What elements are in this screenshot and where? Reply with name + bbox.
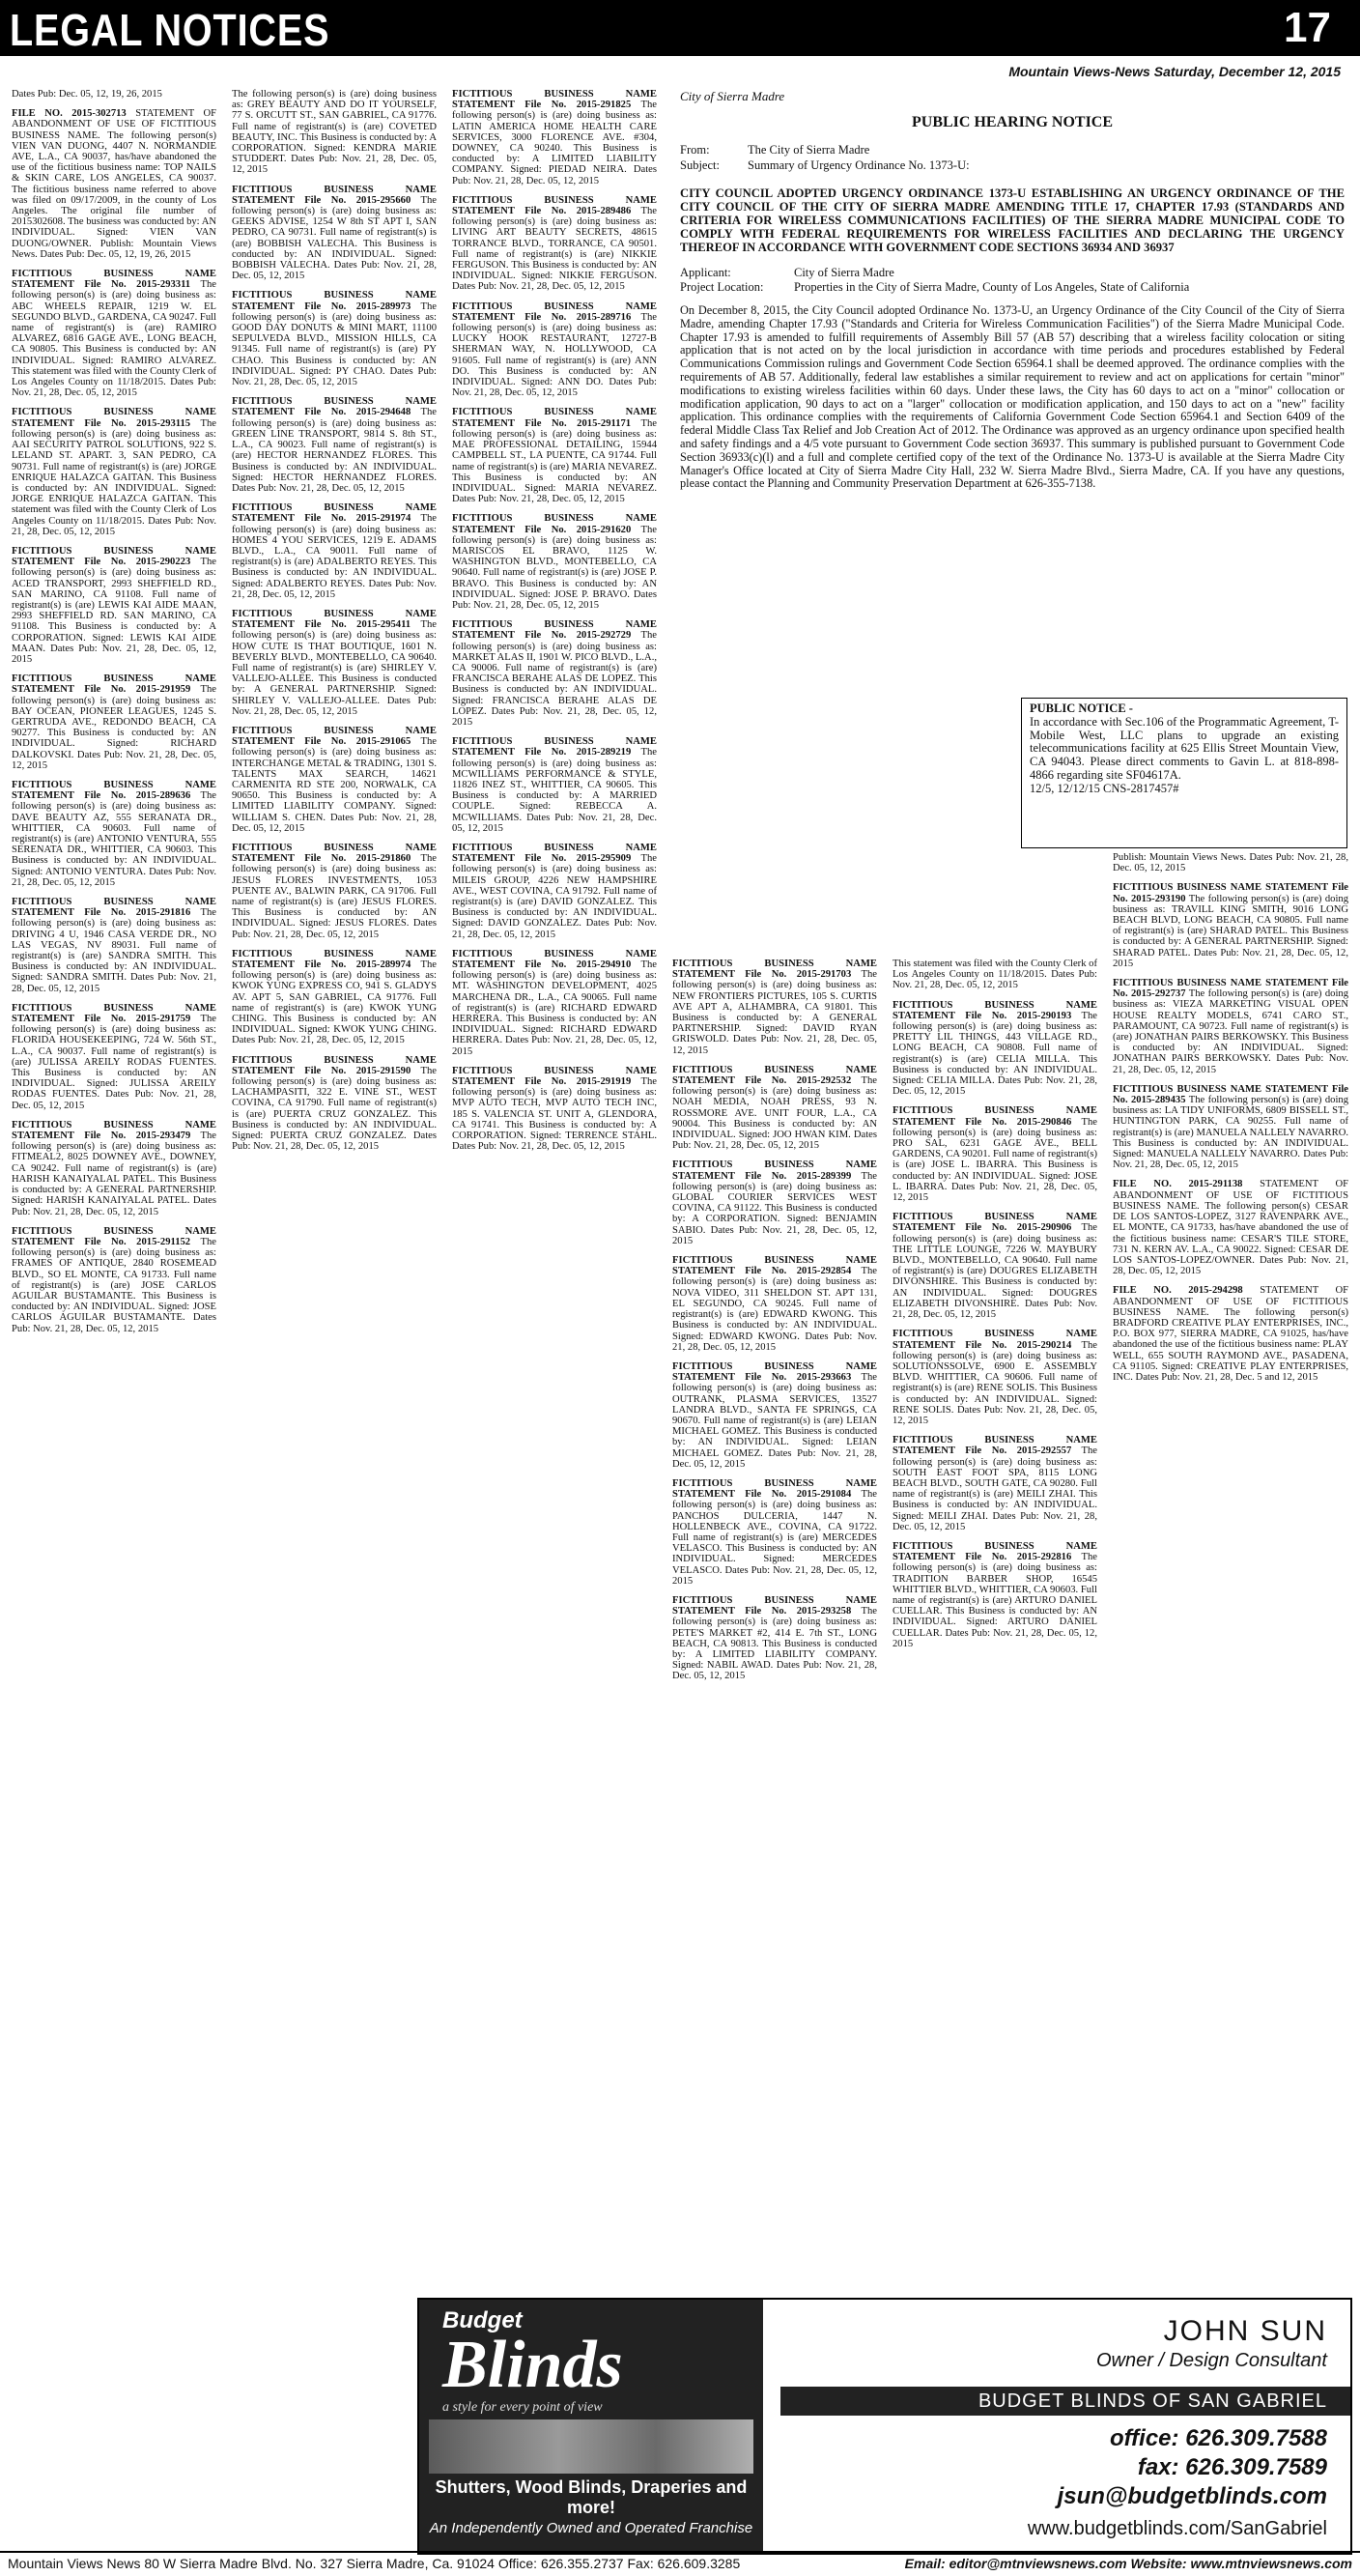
notice-body: The following person(s) is (are) doing business as: HOW CUTE IS THAT BOUTIQUE, 1601 N. BEVERLY BLVD., MONTEBELLO, CA 90640. Full name of registrant(s) is (are) SHIRLEY V. VALLEJO-ALLEE. This Business is conducted by: A GENERAL PARTNERSHIP. Signed: SHIRLEY V. VALLEJO-ALLEE. Dates Pub: Nov. 21, 28, Dec. 05, 12, 2015 [232,619,437,717]
notice-body: The following person(s) is (are) doing business as: NOVA VIDEO, 311 SHELDON ST. APT 131, EL SEGUNDO, CA 90245. Full name of registrant(s) is (are) EDWARD KWONG. This Business is conducted by: AN INDIVIDUAL. Signed: EDWARD KWONG. Dates Pub: Nov. 21, 28, Dec. 05, 12, 2015 [672,1266,877,1353]
legal-notice [672,1255,877,1353]
notice-body: The following person(s) is (are) doing business as: SOUTH EAST FOOT SPA, 8115 LONG BEACH BLVD., SOUTH GATE, CA 90280. Full name of registrant(s) is (are) MEILI ZHAI. This Business is conducted by: AN INDIVIDUAL. Signed: MEILI ZHAI. Dates Pub: Nov. 21, 28, Dec. 05, 12, 2015 [892,1445,1097,1532]
notice-column-4 [672,959,877,2292]
notice-body: The following person(s) is (are) doing business as: OUTRANK, PLASMA SERVICES, 13527 LANDRA BLVD., SANTA FE SPRINGS, CA 90670. Full name of registrant(s) is (are) LEIAN MICHAEL GOMEZ. This Business is conducted by: AN INDIVIDUAL. Signed: LEIAN MICHAEL GOMEZ. Dates Pub: Nov. 21, 28, Dec. 05, 12, 2015 [672,1372,877,1470]
budget-blinds-ad [417,2298,1352,2555]
legal-notice [12,780,216,888]
legal-notice [232,396,437,494]
notice-heading: FICTITIOUS BUSINESS NAME STATEMENT File No. 2015-291759 [12,1002,216,1025]
notice-heading: FICTITIOUS BUSINESS NAME STATEMENT File No. 2015-289486 [452,194,657,217]
notice-body: The following person(s) is (are) doing business as: VIEZA MARKETING VISUAL OPEN HOUSE REALTY MODELS, 6741 CARO ST., PARAMOUNT, CA 90723. Full name of registrant(s) is (are) JONATHAN PAIRS BERKOWSKY. This Business is conducted by: AN INDIVIDUAL. Signed: JONATHAN PAIRS BERKOWSKY. Dates Pub: Nov. 21, 28, Dec. 05, 12, 2015 [1113,988,1348,1075]
notice-body: Dates Pub: Dec. 05, 12, 19, 26, 2015 [12,89,162,100]
notice-body: The following person(s) is (are) doing business as: MARISCOS EL BRAVO, 1125 W. WASHINGTON BLVD., MONTEBELLO, CA 90640. Full name of registrant(s) is (are) JOSE P. BRAVO. This Business is conducted by: AN INDIVIDUAL. Signed: JOSE P. BRAVO. Dates Pub: Nov. 21, 28, Dec. 05, 12, 2015 [452,524,657,611]
notice-body: The following person(s) is (are) doing business as: LA TIDY UNIFORMS, 6809 BISSELL ST., HUNTINGTON PARK, CA 90255. Full name of registrant(s) is (are) MANUELA NALLELY NAVARRO. This Business is conducted by: AN INDIVIDUAL. Signed: MANUELA NALLELY NAVARRO. Dates Pub: Nov. 21, 28, Dec. 05, 12, 2015 [1113,1095,1348,1171]
notice-body: The following person(s) is (are) doing business as: MVP AUTO TECH, MVP AUTO TECH INC, 185 S. VALENCIA ST. UNIT A, GLENDORA, CA 91741. This Business is conducted by: A CORPORATION. Signed: TERRENCE STAHL. Dates Pub: Nov. 21, 28, Dec. 05, 12, 2015 [452,1076,657,1153]
notice-heading: FICTITIOUS BUSINESS NAME STATEMENT File No. 2015-291919 [452,1065,657,1088]
notice-body: The following person(s) is (are) doing business as: AAI SECURITY PATROL SOLUTIONS, 922 S. LELAND ST. APART. 3, SAN PEDRO, CA 90731. Full name of registrant(s) is (are) JORGE ENRIQUE HALAZCA GAITAN. This Business is conducted by: AN INDIVIDUAL. Signed: JORGE ENRIQUE HALAZCA GAITAN. This statement was filed with the County Clerk of Los Angeles County on 11/18/2015. Dates Pub: Nov. 21, 28, Dec. 05, 12, 2015 [12,417,216,537]
notice-column-6 [1113,852,1348,2292]
legal-notice [452,619,657,728]
ad-tagline: a style for every point of view [442,2400,603,2415]
hearing-location: Project Location: Properties in the City of Sierra Madre, County of Los Angeles, State of California [680,280,1190,294]
legal-notice [892,1105,1097,1203]
notice-heading: FICTITIOUS BUSINESS NAME STATEMENT File No. 2015-289974 [232,948,437,971]
legal-notice [892,959,1097,991]
notice-heading: FICTITIOUS BUSINESS NAME STATEMENT File No. 2015-291959 [12,673,216,696]
legal-notice [232,949,437,1046]
ad-photo-image [429,2419,753,2474]
notice-heading: FICTITIOUS BUSINESS NAME STATEMENT File No. 2015-295411 [232,608,437,631]
legal-notice [452,1066,657,1153]
legal-notice [12,897,216,994]
notice-heading: FICTITIOUS BUSINESS NAME STATEMENT File No. 2015-290193 [892,999,1097,1021]
hearing-applicant: Applicant: City of Sierra Madre [680,266,894,279]
notice-body: The following person(s) is (are) doing business as: ACED TRANSPORT, 2993 SHEFFIELD RD., SAN MARINO, CA 91108. Full name of registrant(s) is (are) LEWIS KAI AIDE MAAN, 2993 SHEFFIELD RD. SAN MARINO, CA 91108. This Business is conducted by: A CORPORATION. Signed: LEWIS KAI AIDE MAAN. Dates Pub: Nov. 21, 28, Dec. 05, 12, 2015 [12,557,216,665]
legal-notice [672,1159,877,1246]
notice-body: The following person(s) is (are) doing business as: BAY OCEAN, PIONEER LEAGUES, 1245 S. GERTRUDA AVE., REDONDO BEACH, CA 90277. This Business is conducted by: AN INDIVIDUAL. Signed: RICHARD DALKOVSKI. Dates Pub: Nov. 21, 28, Dec. 05, 12, 2015 [12,684,216,771]
notice-heading: FICTITIOUS BUSINESS NAME STATEMENT File No. 2015-289716 [452,301,657,323]
notice-body: The following person(s) is (are) doing business as: PANCHOS DULCERIA, 1447 N. HOLLENBECK AVE., COVINA, CA 91722. Full name of registrant(s) is (are) MERCEDES VELASCO. This Business is conducted by: AN INDIVIDUAL. Signed: MERCEDES VELASCO. Dates Pub: Nov. 21, 28, Dec. 05, 12, 2015 [672,1489,877,1587]
notice-body: The following person(s) is (are) doing business as: GREY BEAUTY AND DO IT YOURSELF, 77 S. ORCUTT ST., SAN GABRIEL, CA 91776. Full name of registrant(s) is (are) COVETED BEAUTY, INC. This Business is conducted by: A CORPORATION. Signed: KENDRA MARIE STUDDERT. Dates Pub: Nov. 21, 28, Dec. 05, 12, 2015 [232,89,437,176]
notice-heading: FICTITIOUS BUSINESS NAME STATEMENT File No. 2015-292557 [892,1435,1097,1457]
legal-notice [672,1361,877,1470]
notice-heading: FICTITIOUS BUSINESS NAME STATEMENT File No. 2015-295660 [232,184,437,206]
notice-heading: FICTITIOUS BUSINESS NAME STATEMENT File No. 2015-291620 [452,513,657,535]
legal-notice [452,301,657,399]
notice-body: The following person(s) is (are) doing business as: MT. WASHINGTON DEVELOPMENT, 4025 MARCHENA DR., L.A., CA 90065. Full name of registrant(s) is (are) RICHARD EDWARD HERRERA. This Business is conducted by: AN INDIVIDUAL. Signed: RICHARD EDWARD HERRERA. Dates Pub: Nov. 21, 28, Dec. 05, 12, 2015 [452,959,657,1057]
notice-heading: FICTITIOUS BUSINESS NAME STATEMENT File No. 2015-294910 [452,948,657,971]
notice-body: The following person(s) is (are) doing business as: LIVING ART BEAUTY SECRETS, 48615 TORRANCE BLVD., TORRANCE, CA 90501. Full name of registrant(s) is (are) NIKKIE FERGUSON. This Business is conducted by: AN INDIVIDUAL. Signed: NIKKIE FERGUSON. Dates Pub: Nov. 21, 28, Dec. 05, 12, 2015 [452,206,657,293]
footer-contact[interactable]: Email: editor@mtnviewsnews.com Website: www.mtnviewsnews.com [904,2556,1352,2571]
legal-notice [232,1055,437,1153]
ad-brand-panel [419,2300,763,2553]
ad-email[interactable]: jsun@budgetblinds.com [1057,2483,1327,2509]
notice-heading: FICTITIOUS BUSINESS NAME STATEMENT File No. 2015-289435 [1113,1083,1348,1106]
notice-body: The following person(s) is (are) doing business as: DRIVING 4 U, 1946 CASA VERDE DR., NO LAS VEGAS, NV 89031. Full name of registrant(s) is (are) SANDRA SMITH. This Business is conducted by: AN INDIVIDUAL. Signed: SANDRA SMITH. Dates Pub: Nov. 21, 28, Dec. 05, 12, 2015 [12,907,216,994]
notice-body: The following person(s) is (are) doing business as: HOMES 4 YOU SERVICES, 1219 E. ADAMS BLVD., L.A., CA 90011. Full name of registrant(s) is (are) ADALBERTO REYES. This Business is conducted by: AN INDIVIDUAL. Signed: ADALBERTO REYES. Dates Pub: Nov. 21, 28, Dec. 05, 12, 2015 [232,513,437,600]
legal-notice [12,1120,216,1217]
ad-contact-panel [763,2300,1350,2553]
notice-body: The following person(s) is (are) doing business as: LATIN AMERICA HOME HEALTH CARE SERVICES, 3000 FLORENCE AVE. #304, DOWNEY, CA 90240. This Business is conducted by: A LIMITED LIABILITY COMPANY. Signed: PIEDAD NEIRA. Dates Pub: Nov. 21, 28, Dec. 05, 12, 2015 [452,100,657,186]
notice-heading: FICTITIOUS BUSINESS NAME STATEMENT File No. 2015-291065 [232,725,437,748]
notice-heading: FICTITIOUS BUSINESS NAME STATEMENT File No. 2015-291974 [232,502,437,525]
public-notice-body: In accordance with Sec.106 of the Programmatic Agreement, T-Mobile West, LLC plans to upgrade an existing telecommunications facility at 625 Ellis Street Mountain View, CA 94043. Please direct comments to Gavin L. at 818-898-4866 regarding site SF04617A. [1030,714,1339,782]
ad-website[interactable]: www.budgetblinds.com/SanGabriel [1027,2518,1327,2539]
legal-notice [672,1478,877,1587]
hearing-title: PUBLIC HEARING NOTICE [911,114,1114,130]
ad-products: Shutters, Wood Blinds, Draperies and more! [435,2477,748,2517]
legal-notice [1113,1179,1348,1276]
notice-heading: FICTITIOUS BUSINESS NAME STATEMENT File No. 2015-293311 [12,269,216,291]
notice-body: STATEMENT OF ABANDONMENT OF USE OF FICTITIOUS BUSINESS NAME. The following person(s) VIEN VAN DUONG, 4407 N. NORMANDIE AVE, L.A., CA 90037, has/have abandoned the use of the fictitious business name: TOP NAILS & SKIN CARE, LOS ANGELES, CA 90037. The fictitious business name referred to above was filed on 09/17/2009, in the county of Los Angeles. The original file number of 2015302608. The business was conducted by: AN INDIVIDUAL. Signed: VIEN VAN DUONG/OWNER. Publish: Mountain Views News. Dates Pub: Dec. 05, 12, 19, 26, 2015 [12,108,216,260]
notice-body: The following person(s) is (are) doing business as: LUCKY HOOK RESTAURANT, 12727-B SHERMAN WAY, N. HOLLYWOOD, CA 91605. Full name of registrant(s) is (are) ANN DO. This Business is conducted by: AN INDIVIDUAL. Signed: ANN DO. Dates Pub: Nov. 21, 28, Dec. 05, 12, 2015 [452,311,657,399]
notice-heading: FICTITIOUS BUSINESS NAME STATEMENT File No. 2015-291703 [672,959,877,981]
public-notice-box [1021,698,1347,848]
notice-column-2 [232,89,437,2533]
notice-heading: FICTITIOUS BUSINESS NAME STATEMENT File No. 2015-291171 [452,407,657,429]
legal-notice [892,1329,1097,1426]
notice-body: Publish: Mountain Views News. Dates Pub: Nov. 21, 28, Dec. 05, 12, 2015 [1113,852,1348,874]
notice-heading: FICTITIOUS BUSINESS NAME STATEMENT File No. 2015-291590 [232,1054,437,1076]
notice-heading: FICTITIOUS BUSINESS NAME STATEMENT File No. 2015-289636 [12,779,216,802]
masthead-line: Mountain Views-News Saturday, December 12, 2015 [1008,64,1341,79]
legal-notice [1113,1285,1348,1383]
legal-notice [892,1541,1097,1649]
notice-body: The following person(s) is (are) doing business as: NOAH MEDIA, NOAH PRESS, 93 N. ROSSMORE AVE. UNIT FOUR, L.A., CA 90004. This Business is conducted by: AN INDIVIDUAL. Signed: JOO HWAN KIM. Dates Pub: Nov. 21, 28, Dec. 05, 12, 2015 [672,1075,877,1152]
notice-body: The following person(s) is (are) doing business as: KWOK YUNG EXPRESS CO, 941 S. GLADYS AV. APT 5, SAN GABRIEL, CA 91776. Full name of registrant(s) is (are) KWOK YUNG CHING. This Business is conducted by: AN INDIVIDUAL. Signed: KWOK YUNG CHING. Dates Pub: Nov. 21, 28, Dec. 05, 12, 2015 [232,959,437,1046]
legal-notice [452,843,657,940]
notice-body: The following person(s) is (are) doing business as: LACHAMPASITI, 322 E. VINE ST., WEST COVINA, CA 91790. Full name of registrant(s) is (are) PUERTA CRUZ GONZALEZ. This Business is conducted by: AN INDIVIDUAL. Signed: PUERTA CRUZ GONZALEZ. Dates Pub: Nov. 21, 28, Dec. 05, 12, 2015 [232,1065,437,1153]
legal-notice [12,673,216,771]
notice-heading: FICTITIOUS BUSINESS NAME STATEMENT File No. 2015-294648 [232,396,437,418]
legal-notice [672,1595,877,1682]
notice-heading: FICTITIOUS BUSINESS NAME STATEMENT File No. 2015-292816 [892,1540,1097,1563]
notice-body: The following person(s) is (are) doing business as: GOOD DAY DONUTS & MINI MART, 11100 SEPULVEDA BLVD., MISSION HILLS, CA 91345. Full name of registrant(s) is (are) PY CHAO. This Business is conducted by: AN INDIVIDUAL. Signed: PY CHAO. Dates Pub: Nov. 21, 28, Dec. 05, 12, 2015 [232,301,437,388]
notice-heading: FICTITIOUS BUSINESS NAME STATEMENT File No. 2015-289399 [672,1159,877,1182]
ad-fax: fax: 626.309.7589 [1137,2454,1327,2480]
notice-body: The following person(s) is (are) doing business as: ABC WHEELS REPAIR, 1219 W. EL SEGUNDO BLVD., GARDENA, CA 90247. Full name of registrant(s) is (are) RAMIRO ALVAREZ, 6816 GAGE AVE., LONG BEACH, CA 90805. This Business is conducted by: AN INDIVIDUAL. Signed: RAMIRO ALVAREZ. This statement was filed with the County Clerk of Los Angeles County on 11/18/2015. Dates Pub: Nov. 21, 28, Dec. 05, 12, 2015 [12,279,216,399]
hearing-body: On December 8, 2015, the City Council adopted Ordinance No. 1373-U, an Urgency Ordinance of the City Council of the City of Sierra Madre, amending Chapter 17.93 ("Standards and Criteria for Wireless Communication Facilities") of the Sierra Madre Municipal Code. Chapter 17.93 is amended to fulfill requirements of Assembly Bill 57 (AB 57) describing that a wireless facility colocation or siting application that is not acted on by the local jurisdiction in accordance with time periods and procedures established by Federal Communications Commission rulings and Government Code Section 65964.1 shall be deemed approved. The ordinance complies with the requirements of AB 57. Additionally, federal law establishes a similar requirement to review and act on applications for certain "minor" modifications to existing wireless facilities within 60 days. Under these laws, the City has 60 days to act on a "minor" collocation or modification application, 90 days to act on a "larger" collocation or modification application, and 150 days to act on a "new" facility application. This ordinance complies with the requirements of California Government Code Section 65964.1 and Section 6409 of the federal Middle Class Tax Relief and Job Creation Act of 2012. The Ordinance was approved as an urgency ordinance upon specified health and safety findings and a 4/5 vote pursuant to Government Code section 36937. This summary is published pursuant to Government Code Section 36933(c)(l) and a full and complete certified copy of the text of the Ordinance No. 1373-U is available at the Sierra Madre City Manager's Office located at City of Sierra Madre City Hall, 232 W. Sierra Madre Blvd., Sierra Madre, CA. If you have any questions, please contact the Planning and Community Preservation Department at 626-355-7138. [680,303,1345,491]
notice-heading: FICTITIOUS BUSINESS NAME STATEMENT File No. 2015-292729 [452,619,657,642]
notice-body: The following person(s) is (are) doing business as: SOLUTIONSSOLVE, 6900 E. ASSEMBLY BLVD. WHITTIER, CA 90606. Full name of registrant(s) is (are) RENE SOLIS. This Business is conducted by: AN INDIVIDUAL. Signed: RENE SOLIS. Dates Pub: Nov. 21, 28, Dec. 05, 12, 2015 [892,1339,1097,1426]
notice-body: The following person(s) is (are) doing business as: TRAVILL KING SMITH, 9016 LONG BEACH BLVD, LONG BEACH, CA 90805. Full name of registrant(s) is (are) SHARAD PATEL. This Business is conducted by: A GENERAL PARTNERSHIP. Signed: SHARAD PATEL. Dates Pub: Nov. 21, 28, Dec. 05, 12, 2015 [1113,893,1348,969]
ad-franchise-note: An Independently Owned and Operated Franchise [429,2520,753,2536]
notice-heading: FICTITIOUS BUSINESS NAME STATEMENT File No. 2015-290223 [12,545,216,568]
notice-heading: FICTITIOUS BUSINESS NAME STATEMENT File No. 2015-290846 [892,1105,1097,1128]
hearing-city: City of Sierra Madre [680,89,785,103]
public-notice-footer: 12/5, 12/12/15 CNS-2817457# [1030,781,1179,795]
notice-body: The following person(s) is (are) doing business as: THE LITTLE LOUNGE, 7226 W. MAYBURY BLVD., MONTEBELLO, CA 90640. Full name of registrant(s) is (are) DOUGRES ELIZABETH DIVONSHIRE. This Business is conducted by: AN INDIVIDUAL. Signed: DOUGRES ELIZABETH DIVONSHIRE. Dates Pub: Nov. 21, 28, Dec. 05, 12, 2015 [892,1222,1097,1321]
notice-heading: FICTITIOUS BUSINESS NAME STATEMENT File No. 2015-291152 [12,1225,216,1247]
notice-heading: FICTITIOUS BUSINESS NAME STATEMENT File No. 2015-292532 [672,1064,877,1087]
section-title: LEGAL NOTICES [10,5,330,55]
notice-heading: FILE NO. 2015-291138 [1113,1179,1243,1190]
legal-notice [452,407,657,504]
notice-column-5 [892,959,1097,2292]
legal-notice [892,1435,1097,1532]
notice-heading: FILE NO. 2015-302713 [12,108,127,120]
legal-notice [12,89,216,100]
notice-heading: FICTITIOUS BUSINESS NAME STATEMENT File No. 2015-293479 [12,1119,216,1142]
notice-body: The following person(s) is (are) doing business as: MARKET ALAS II, 1901 W. PICO BLVD., L.A., CA 90006. Full name of registrant(s) is (are) FRANCISCA BERAHE ALAS DE LOPEZ. This Business is conducted by: AN INDIVIDUAL. Signed: FRANCISCA BERAHE ALAS DE LOPEZ. Dates Pub: Nov. 21, 28, Dec. 05, 12, 2015 [452,630,657,728]
public-notice-title: PUBLIC NOTICE - [1030,701,1133,715]
legal-notice [1113,852,1348,873]
legal-notice [452,195,657,293]
ad-owner-name: JOHN SUN [1163,2315,1327,2347]
footer-address: Mountain Views News 80 W Sierra Madre Blvd. No. 327 Sierra Madre, Ca. 91024 Office: 626.355.2737 Fax: 626.609.3285 [8,2556,741,2571]
legal-notice [12,407,216,536]
legal-notice [1113,978,1348,1075]
legal-notice [452,513,657,611]
notice-body: The following person(s) is (are) doing business as: FLORIDA HOUSEKEEPING, 724 W. 56th ST., L.A., CA 90037. Full name of registrant(s) is (are) JULISSA AREILY RODAS FUENTES. This Business is conducted by: AN INDIVIDUAL. Signed: JULISSA AREILY RODAS FUENTES. Dates Pub: Nov. 21, 28, Dec. 05, 12, 2015 [12,1014,216,1111]
notice-body: The following person(s) is (are) doing business as: INTERCHANGE METAL & TRADING, 1301 S. TALENTS MAX SEARCH, 14621 CARMENITA RD STE 200, NORWALK, CA 90650. This Business is conducted by: A LIMITED LIABILITY COMPANY. Signed: WILLIAM S. CHEN. Dates Pub: Nov. 21, 28, Dec. 05, 12, 2015 [232,736,437,834]
legal-notice [12,108,216,260]
notice-heading: FICTITIOUS BUSINESS NAME STATEMENT File No. 2015-291825 [452,89,657,111]
notice-heading: FICTITIOUS BUSINESS NAME STATEMENT File No. 2015-292737 [1113,978,1348,1000]
legal-notice [452,736,657,834]
legal-notice [12,1003,216,1111]
ad-owner-role: Owner / Design Consultant [1095,2350,1327,2371]
notice-body: The following person(s) is (are) doing business as: NEW FRONTIERS PICTURES, 105 S. CURTIS AVE APT A, ALHAMBRA, CA 91801. This Business is conducted by: A GENERAL PARTNERSHIP. Signed: DAVID RYAN GRISWOLD. Dates Pub: Nov. 21, 28, Dec. 05, 12, 2015 [672,969,877,1056]
ad-brand-top: Budget [442,2307,523,2333]
legal-notice [12,546,216,665]
notice-heading: FICTITIOUS BUSINESS NAME STATEMENT File No. 2015-289973 [232,290,437,312]
notice-column-1 [12,89,216,2533]
notice-heading: FICTITIOUS BUSINESS NAME STATEMENT File No. 2015-295909 [452,843,657,865]
legal-notice [892,1000,1097,1098]
notice-body: The following person(s) is (are) doing business as: GLOBAL COURIER SERVICES WEST COVINA, CA 91122. This Business is conducted by: A CORPORATION. Signed: BENJAMIN SABIO. Dates Pub: Nov. 21, 28, Dec. 05, 12, 2015 [672,1170,877,1246]
hearing-ordinance-title: CITY COUNCIL ADOPTED URGENCY ORDINANCE 1373-U ESTABLISHING AN URGENCY ORDINANCE OF THE CITY COUNCIL OF THE CITY OF SIERRA MADRE AMENDING TITLE 17, CHAPTER 17.93 (STANDARDS AND CRITERIA FOR WIRELESS COMMUNICATIONS FACILITIES) OF THE SIERRA MADRE MUNICIPAL CODE TO COMPLY WITH FEDERAL REQUIREMENTS FOR WIRELESS FACILITIES AND DECLARING THE URGENCY THEREOF IN ACCORDANCE WITH GOVERNMENT CODE SECTIONS 36934 AND 36937 [680,186,1345,254]
notice-body: The following person(s) is (are) doing business as: PRETTY LIL THINGS, 443 VILLAGE RD., LONG BEACH, CA 90808. Full name of registrant(s) is (are) CELIA MILLA. This Business is conducted by: AN INDIVIDUAL. Signed: CELIA MILLA. Dates Pub: Nov. 21, 28, Dec. 05, 12, 2015 [892,1010,1097,1098]
ad-brand-main: Blinds [442,2328,623,2402]
notice-heading: FICTITIOUS BUSINESS NAME STATEMENT File No. 2015-293258 [672,1594,877,1617]
legal-notice [672,959,877,1056]
legal-notice [12,1226,216,1334]
notice-heading: FICTITIOUS BUSINESS NAME STATEMENT File No. 2015-290214 [892,1329,1097,1351]
notice-heading: FICTITIOUS BUSINESS NAME STATEMENT File No. 2015-293663 [672,1360,877,1384]
notice-body: The following person(s) is (are) doing business as: FRAMES OF ANTIQUE, 2840 ROSEMEAD BLVD., SO EL MONTE, CA 91733. Full name of registrant(s) is (are) JOSE CARLOS AGUILAR BUSTAMANTE. This Business is conducted by: AN INDIVIDUAL. Signed: JOSE CARLOS AGUILAR BUSTAMANTE. Dates Pub: Nov. 21, 28, Dec. 05, 12, 2015 [12,1236,216,1334]
legal-notice [12,269,216,398]
notice-heading: FICTITIOUS BUSINESS NAME STATEMENT File No. 2015-293115 [12,407,216,429]
notice-body: This statement was filed with the County Clerk of Los Angeles County on 11/18/2015. Dates Pub: Nov. 21, 28, Dec. 05, 12, 2015 [892,959,1097,991]
legal-notice [232,89,437,176]
legal-notice [892,1212,1097,1320]
legal-notice [232,502,437,600]
hearing-subject: Subject: Summary of Urgency Ordinance No. 1373-U: [680,158,970,172]
notice-body: The following person(s) is (are) doing business as: MAE PROFESSIONAL DETAILING, 15944 CAMPBELL ST., LA PUENTE, CA 91744. Full name of registrant(s) is (are) MARIA NEVAREZ. This Business is conducted by: AN INDIVIDUAL. Signed: MARIA NEVAREZ. Dates Pub: Nov. 21, 28, Dec. 05, 12, 2015 [452,417,657,505]
notice-heading: FICTITIOUS BUSINESS NAME STATEMENT File No. 2015-292854 [672,1255,877,1277]
ad-company-name: BUDGET BLINDS OF SAN GABRIEL [780,2387,1350,2416]
page-footer [0,2551,1360,2576]
legal-notice [672,1065,877,1152]
page-header [0,0,1360,56]
legal-notice [232,290,437,387]
ad-office-phone: office: 626.309.7588 [1109,2425,1327,2451]
notice-body: STATEMENT OF ABANDONMENT OF USE OF FICTITIOUS BUSINESS NAME. The following person(s) BRADFORD CREATIVE PLAY ENTERPRISES, INC., P.O. BOX 977, SIERRA MADRE, CA 91025, has/have abandoned the use of the fictitious business name: PLAY WELL, 655 SOUTH RAYMOND AVE., PASADENA, CA 91105. Signed: CREATIVE PLAY ENTERPRISES, INC. Dates Pub: Nov. 21, 28, Dec. 5 and 12, 2015 [1113,1285,1348,1383]
notice-body: STATEMENT OF ABANDONMENT OF USE OF FICTITIOUS BUSINESS NAME. The following person(s) CESAR DE LOS SANTOS-LOPEZ, 3127 RAVENPARK AVE., EL MONTE, CA 91733, has/have abandoned the use of the fictitious business name: CESAR'S TILE STORE, 731 N. KERN AV. L.A., CA 90022. Signed: CESAR DE LOS SANTOS-LOPEZ/OWNER. Dates Pub: Nov. 21, 28, Dec. 05, 12, 2015 [1113,1179,1348,1277]
legal-notice [232,843,437,940]
notice-body: The following person(s) is (are) doing business as: GEEKS ADVISE, 1254 W 8th ST APT I, SAN PEDRO, CA 90731. Full name of registrant(s) is (are) BOBBISH VALECHA. This Business is conducted by: AN INDIVIDUAL. Signed: BOBBISH VALECHA. Dates Pub: Nov. 21, 28, Dec. 05, 12, 2015 [232,194,437,282]
notice-body: The following person(s) is (are) doing business as: TRADITION BARBER SHOP, 16545 WHITTIER BLVD., WHITTIER, CA 90603. Full name of registrant(s) is (are) ARTURO DANIEL CUELLAR. This Business is conducted by: AN INDIVIDUAL. Signed: ARTURO DANIEL CUELLAR. Dates Pub: Nov. 21, 28, Dec. 05, 12, 2015 [892,1552,1097,1649]
legal-notice [452,89,657,186]
legal-notice [232,609,437,717]
hearing-from: From: The City of Sierra Madre [680,143,870,157]
notice-heading: FILE NO. 2015-294298 [1113,1285,1243,1297]
notice-body: The following person(s) is (are) doing business as: PETE'S MARKET #2, 414 E. 7th ST., LONG BEACH, CA 90813. This Business is conducted by: A LIMITED LIABILITY COMPANY. Signed: NABIL AWAD. Dates Pub: Nov. 21, 28, Dec. 05, 12, 2015 [672,1606,877,1682]
notice-heading: FICTITIOUS BUSINESS NAME STATEMENT File No. 2015-293190 [1113,882,1348,904]
notice-heading: FICTITIOUS BUSINESS NAME STATEMENT File No. 2015-291816 [12,897,216,919]
notice-body: The following person(s) is (are) doing business as: PRO SAL, 6231 GAGE AVE., BELL GARDENS, CA 90201. Full name of registrant(s) is (are) JOSE L. IBARRA. This Business is conducted by: AN INDIVIDUAL. Signed: JOSE L. IBARRA. Dates Pub: Nov. 21, 28, Dec. 05, 12, 2015 [892,1116,1097,1204]
notice-body: The following person(s) is (are) doing business as: FITMEAL2, 8025 DOWNEY AVE., DOWNEY, CA 90242. Full name of registrant(s) is (are) HARISH KANAIYALAL PATEL. This Business is conducted by: A GENERAL PARTNERSHIP. Signed: HARISH KANAIYALAL PATEL. Dates Pub: Nov. 21, 28, Dec. 05, 12, 2015 [12,1131,216,1217]
legal-notice [1113,882,1348,969]
legal-notice [1113,1084,1348,1171]
notice-body: The following person(s) is (are) doing business as: GREEN LINE TRANSPORT, 9814 S. 8th ST., L.A., CA 90023. Full name of registrant(s) is (are) HECTOR HERNANDEZ FLORES. This Business is conducted by: AN INDIVIDUAL. Signed: HECTOR HERNANDEZ FLORES. Dates Pub: Nov. 21, 28, Dec. 05, 12, 2015 [232,407,437,494]
legal-notice [232,185,437,282]
page-number: 17 [1284,4,1331,51]
notice-heading: FICTITIOUS BUSINESS NAME STATEMENT File No. 2015-291860 [232,843,437,865]
notice-heading: FICTITIOUS BUSINESS NAME STATEMENT File No. 2015-290906 [892,1212,1097,1234]
notice-body: The following person(s) is (are) doing business as: MCWILLIAMS PERFORMANCE & STYLE, 11826 INEZ ST., WHITTIER, CA 90605. This Business is conducted by: A MARRIED COUPLE. Signed: REBECCA A. MCWILLIAMS. Dates Pub: Nov. 21, 28, Dec. 05, 12, 2015 [452,747,657,834]
notice-heading: FICTITIOUS BUSINESS NAME STATEMENT File No. 2015-289219 [452,736,657,758]
notice-heading: FICTITIOUS BUSINESS NAME STATEMENT File No. 2015-291084 [672,1477,877,1501]
notice-body: The following person(s) is (are) doing business as: DAVE BEAUTY AZ, 555 SERANATA DR., WHITTIER, CA 90603. Full name of registrant(s) is (are) ANTONIO VENTURA, 555 SERENATA DR., WHITTIER, CA 90603. This Business is conducted by: AN INDIVIDUAL. Signed: ANTONIO VENTURA. Dates Pub: Nov. 21, 28, Dec. 05, 12, 2015 [12,790,216,888]
notice-body: The following person(s) is (are) doing business as: JESUS FLORES INVESTMENTS, 1053 PUENTE AV., BALWIN PARK, CA 91706. Full name of registrant(s) is (are) JESUS FLORES. This Business is conducted by: AN INDIVIDUAL. Signed: JESUS FLORES. Dates Pub: Nov. 21, 28, Dec. 05, 12, 2015 [232,853,437,940]
public-hearing-notice [680,89,1345,491]
notice-body: The following person(s) is (are) doing business as: MILEIS GROUP, 4226 NEW HAMPSHIRE AVE., WEST COVINA, CA 91792. Full name of registrant(s) is (are) DAVID GONZALEZ. This Business is conducted by: AN INDIVIDUAL. Signed: DAVID GONZALEZ. Dates Pub: Nov. 21, 28, Dec. 05, 12, 2015 [452,853,657,940]
legal-notice [452,949,657,1057]
legal-notice [232,726,437,834]
notice-column-3 [452,89,657,2292]
